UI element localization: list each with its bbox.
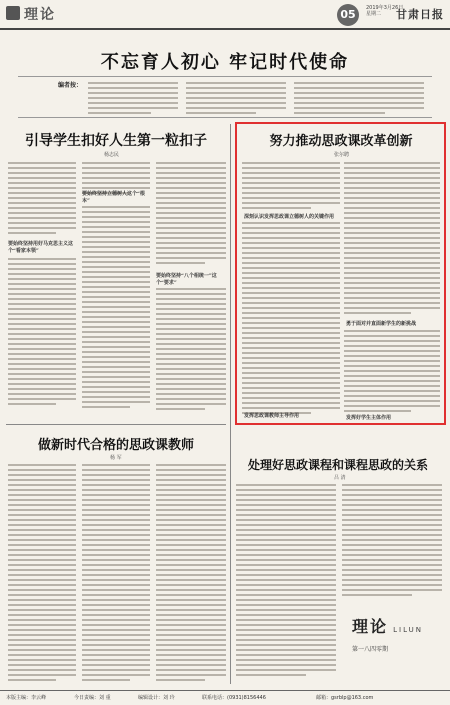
- article-body-col: [8, 258, 76, 408]
- note-text-col3: [294, 82, 424, 117]
- article-subhead: 勇于面对并直面新学生的新挑战: [346, 321, 417, 327]
- article-body-col: [82, 206, 150, 411]
- page-footer: [0, 690, 450, 705]
- article-title: 引导学生扣好人生第一粒扣子: [25, 133, 207, 149]
- logo-subtext: LILUN: [393, 626, 423, 634]
- article-body-col: [344, 330, 440, 415]
- weekday-text: 星期二: [366, 11, 382, 17]
- article-body-col: [156, 464, 226, 684]
- article-body-col: [156, 288, 226, 413]
- article-author: 张尔聘: [334, 152, 350, 158]
- section-title: 理论: [24, 7, 56, 23]
- article-subhead: 要始终坚持“八个相统一”这个“要求”: [156, 273, 217, 286]
- article-title: 处理好思政课程和课程思政的关系: [247, 458, 428, 472]
- article-subhead: 发挥好学生主体作用: [346, 415, 392, 421]
- article-title: 努力推动思政课改革创新: [269, 134, 413, 149]
- article-body-col: [82, 464, 150, 684]
- date-text: 2019年3月26日: [366, 5, 404, 11]
- article-body-col: [8, 162, 76, 237]
- article-body-col: [344, 162, 440, 317]
- row-divider-left: [6, 424, 226, 425]
- editor-note-label: 编者按：: [58, 82, 83, 89]
- footer-design: 编辑设计：刘 玲: [138, 695, 175, 701]
- article-subhead: 发挥思政课教师主导作用: [244, 413, 300, 419]
- footer-phone: 联系电话：(0931)8156446: [202, 695, 266, 701]
- article-subhead: 要始终坚持立德树人这个“根本”: [82, 191, 145, 204]
- column-divider: [230, 124, 231, 684]
- note-text-col1: [88, 82, 178, 117]
- banner-headline: 不忘育人初心 牢记时代使命: [100, 52, 350, 73]
- article-title: 做新时代合格的思政课教师: [37, 438, 194, 453]
- article-subhead: 要始终坚持用好马克思主义这个“看家本领”: [8, 241, 74, 254]
- article-subhead: 深刻认识发挥思政课立德树人的关键作用: [244, 214, 335, 220]
- article-body-col: [342, 484, 442, 599]
- article-author: 杨 军: [110, 455, 122, 461]
- edition-number: 第一八四零期: [352, 646, 389, 653]
- page-header: [0, 0, 450, 30]
- article-body-col: [242, 222, 340, 417]
- article-author: 杨志民: [104, 152, 120, 158]
- footer-editor: 本版主编：李云峰: [6, 695, 47, 701]
- column-logo: [352, 614, 442, 654]
- footer-email: 邮箱：gsrblp@163.com: [316, 695, 374, 701]
- article-body-col: [8, 464, 76, 684]
- article-body-col: [236, 484, 336, 679]
- editor-note: [18, 76, 432, 118]
- note-text-col2: [186, 82, 286, 117]
- section-mark-icon: [6, 6, 20, 20]
- paper-logo: 甘肃日报: [396, 8, 444, 21]
- page-number: 05: [337, 4, 359, 26]
- article-body-col: [156, 162, 226, 267]
- article-author: 吕 清: [334, 475, 346, 481]
- article-body-col: [242, 162, 340, 212]
- footer-assoc-editor: 今日责编：刘 重: [74, 695, 111, 701]
- logo-text: 理论: [352, 617, 389, 636]
